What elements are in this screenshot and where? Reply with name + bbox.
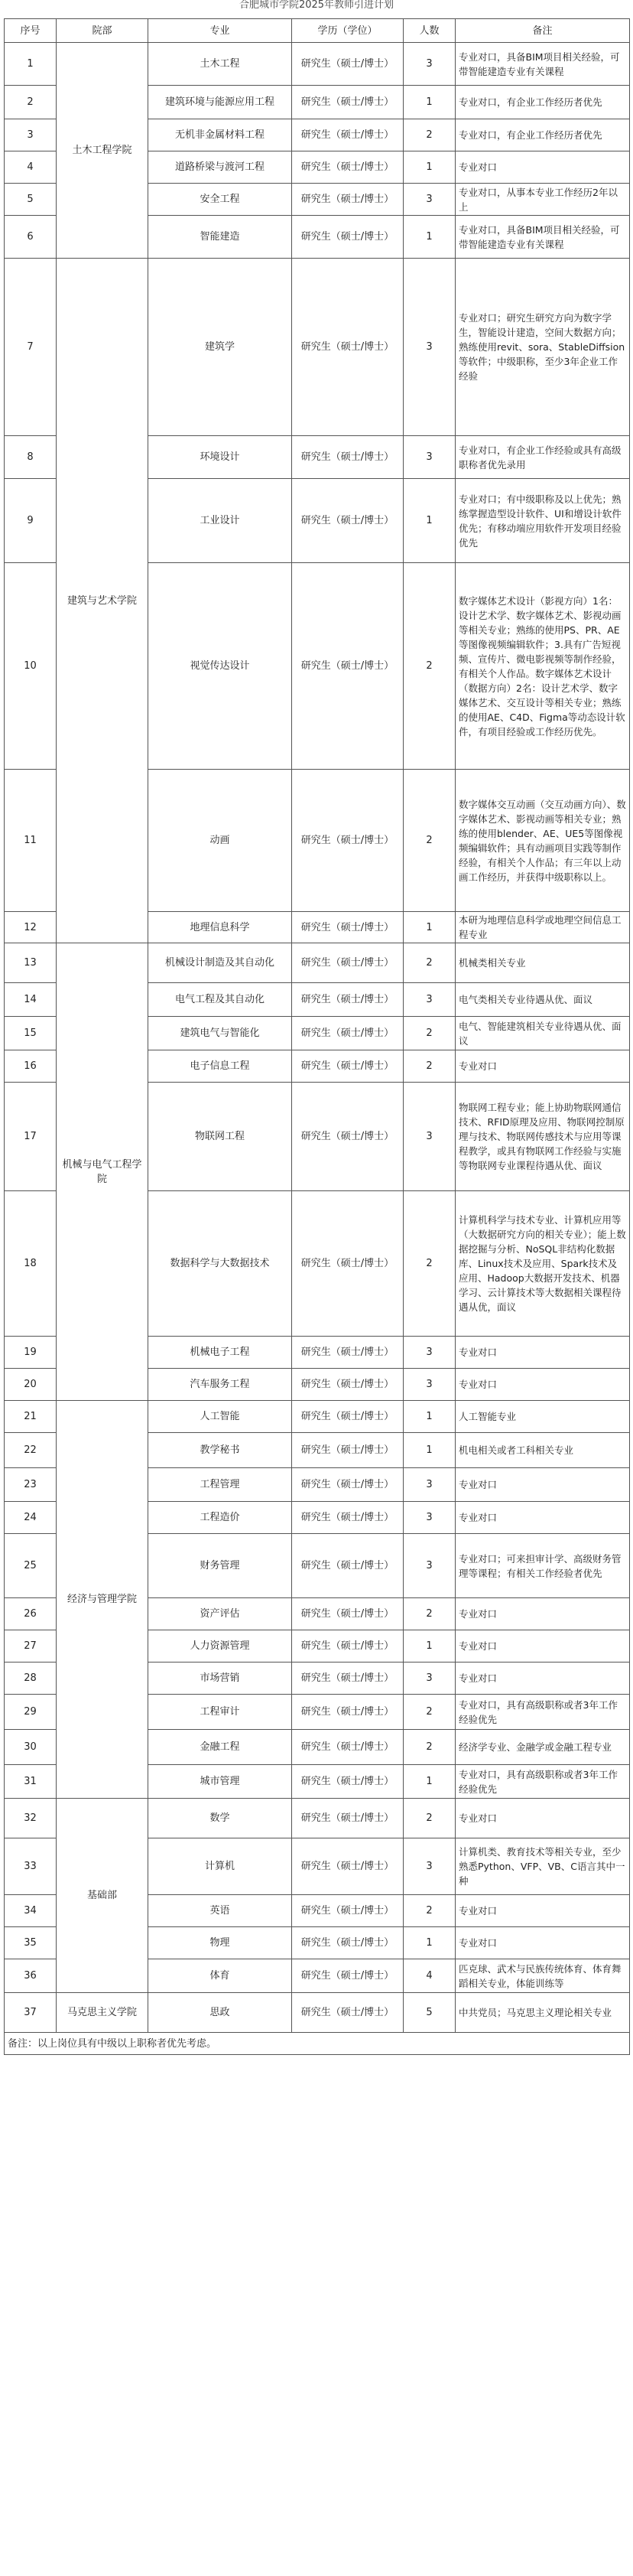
major-cell: 物理 [148,1927,292,1959]
major-cell: 地理信息科学 [148,912,292,943]
major-cell: 人工智能 [148,1401,292,1433]
count-cell: 3 [404,1468,456,1502]
degree-cell: 研究生（硕士/博士） [292,119,404,151]
count-cell: 5 [404,1993,456,2033]
degree-cell: 研究生（硕士/博士） [292,1695,404,1730]
count-cell: 1 [404,479,456,563]
note-cell: 专业对口，从事本专业工作经历2年以上 [456,184,630,216]
table-header-row [5,19,630,43]
row-number: 6 [5,216,57,259]
note-cell: 经济学专业、金融学或金融工程专业 [456,1730,630,1765]
major-cell: 财务管理 [148,1534,292,1598]
note-cell: 计算机类、教育技术等相关专业，至少熟悉Python、VFP、VB、C语言其中一种 [456,1838,630,1895]
department-cell: 经济与管理学院 [57,1401,148,1799]
note-cell: 机电相关或者工科相关专业 [456,1433,630,1468]
note-cell: 中共党员；马克思主义理论相关专业 [456,1993,630,2033]
row-number: 13 [5,943,57,983]
count-cell: 2 [404,1050,456,1083]
header-major: 专业 [148,19,292,43]
degree-cell: 研究生（硕士/博士） [292,479,404,563]
row-number: 15 [5,1017,57,1050]
degree-cell: 研究生（硕士/博士） [292,1959,404,1993]
row-number: 18 [5,1191,57,1337]
count-cell: 3 [404,983,456,1017]
major-cell: 机械设计制造及其自动化 [148,943,292,983]
major-cell: 人力资源管理 [148,1630,292,1663]
row-number: 7 [5,259,57,436]
major-cell: 汽车服务工程 [148,1369,292,1401]
note-cell: 专业对口 [456,1927,630,1959]
count-cell: 3 [404,1534,456,1598]
note-cell: 专业对口 [456,151,630,184]
degree-cell: 研究生（硕士/博士） [292,770,404,912]
row-number: 14 [5,983,57,1017]
count-cell: 3 [404,1502,456,1534]
degree-cell: 研究生（硕士/博士） [292,1534,404,1598]
note-cell: 人工智能专业 [456,1401,630,1433]
note-cell: 专业对口 [456,1468,630,1502]
major-cell: 工程造价 [148,1502,292,1534]
row-number: 30 [5,1730,57,1765]
row-number: 20 [5,1369,57,1401]
row-number: 32 [5,1799,57,1838]
row-number: 1 [5,43,57,86]
row-number: 25 [5,1534,57,1598]
major-cell: 道路桥梁与渡河工程 [148,151,292,184]
count-cell: 2 [404,770,456,912]
note-cell: 专业对口，具备BIM项目相关经验，可带智能建造专业有关课程 [456,216,630,259]
degree-cell: 研究生（硕士/博士） [292,983,404,1017]
degree-cell: 研究生（硕士/博士） [292,943,404,983]
row-number: 9 [5,479,57,563]
table-row [5,1993,630,2033]
degree-cell: 研究生（硕士/博士） [292,1730,404,1765]
major-cell: 视觉传达设计 [148,563,292,770]
note-cell: 专业对口 [456,1369,630,1401]
major-cell: 物联网工程 [148,1083,292,1191]
major-cell: 工业设计 [148,479,292,563]
degree-cell: 研究生（硕士/博士） [292,184,404,216]
major-cell: 无机非金属材料工程 [148,119,292,151]
note-cell: 专业对口 [456,1337,630,1369]
count-cell: 1 [404,1765,456,1799]
major-cell: 数据科学与大数据技术 [148,1191,292,1337]
row-number: 31 [5,1765,57,1799]
major-cell: 建筑电气与智能化 [148,1017,292,1050]
major-cell: 英语 [148,1895,292,1927]
note-cell: 物联网工程专业；能上协助物联网通信技术、RFID原理及应用、物联网控制原理与技术、物联网传感技术与应用等课程教学，或具有物联网工作经验与实施等物联网专业课程待遇从优、面议 [456,1083,630,1191]
count-cell: 2 [404,1895,456,1927]
note-cell: 专业对口，有企业工作经历者优先 [456,86,630,119]
row-number: 23 [5,1468,57,1502]
degree-cell: 研究生（硕士/博士） [292,1927,404,1959]
row-number: 27 [5,1630,57,1663]
note-cell: 专业对口 [456,1663,630,1695]
degree-cell: 研究生（硕士/博士） [292,259,404,436]
page-title: 合肥城市学院2025年教师引进计划 [239,0,394,11]
major-cell: 金融工程 [148,1730,292,1765]
count-cell: 3 [404,1838,456,1895]
major-cell: 市场营销 [148,1663,292,1695]
row-number: 29 [5,1695,57,1730]
degree-cell: 研究生（硕士/博士） [292,1337,404,1369]
note-cell: 计算机科学与技术专业、计算机应用等（大数据研究方向的相关专业）；能上数据挖掘与分析、NoSQL非结构化数据库、Linux技术及应用、Spark技术及应用、Hadoop大数据开发技术、机器学习、云计算技术等大数据相关课程待遇从优，面议 [456,1191,630,1337]
major-cell: 机械电子工程 [148,1337,292,1369]
row-number: 10 [5,563,57,770]
header-no: 序号 [5,19,57,43]
row-number: 33 [5,1838,57,1895]
degree-cell: 研究生（硕士/博士） [292,1663,404,1695]
degree-cell: 研究生（硕士/博士） [292,1598,404,1630]
note-cell: 匹克球、武术与民族传统体育、体育舞蹈相关专业，体能训练等 [456,1959,630,1993]
major-cell: 环境设计 [148,436,292,479]
count-cell: 3 [404,1663,456,1695]
footer-note: 备注：以上岗位具有中级以上职称者优先考虑。 [5,2033,630,2055]
major-cell: 土木工程 [148,43,292,86]
note-cell: 数字媒体艺术设计（影视方向）1名：设计艺术学、数字媒体艺术、影视动画等相关专业；熟练的使用PS、PR、AE等图像视频编辑软件；3.具有广告短视频、宣传片、微电影视频等制作经验，有相关个人作品。数字媒体艺术设计（数据方向）2名：设计艺术学、数字媒体艺术、交互设计等相关专业；熟练的使用AE、C4D、Figma等动态设计软件，有项目经验或工作经历优先。 [456,563,630,770]
row-number: 28 [5,1663,57,1695]
note-cell: 本研为地理信息科学或地理空间信息工程专业 [456,912,630,943]
count-cell: 3 [404,436,456,479]
degree-cell: 研究生（硕士/博士） [292,1502,404,1534]
note-cell: 专业对口，具备BIM项目相关经验，可带智能建造专业有关课程 [456,43,630,86]
major-cell: 建筑环境与能源应用工程 [148,86,292,119]
note-cell: 专业对口；研究生研究方向为数字学生，智能设计建造，空间大数据方向；熟练使用revit、sora、StableDiffsion等软件；中级职称，至少3年企业工作经验 [456,259,630,436]
header-note: 备注 [456,19,630,43]
count-cell: 2 [404,1730,456,1765]
degree-cell: 研究生（硕士/博士） [292,1083,404,1191]
count-cell: 1 [404,151,456,184]
count-cell: 4 [404,1959,456,1993]
degree-cell: 研究生（硕士/博士） [292,1765,404,1799]
degree-cell: 研究生（硕士/博士） [292,912,404,943]
major-cell: 数学 [148,1799,292,1838]
degree-cell: 研究生（硕士/博士） [292,1630,404,1663]
count-cell: 1 [404,1927,456,1959]
row-number: 12 [5,912,57,943]
row-number: 21 [5,1401,57,1433]
note-cell: 专业对口，有企业工作经历者优先 [456,119,630,151]
row-number: 34 [5,1895,57,1927]
note-cell: 专业对口 [456,1502,630,1534]
degree-cell: 研究生（硕士/博士） [292,563,404,770]
note-cell: 专业对口 [456,1598,630,1630]
degree-cell: 研究生（硕士/博士） [292,151,404,184]
major-cell: 电子信息工程 [148,1050,292,1083]
row-number: 11 [5,770,57,912]
note-cell: 数字媒体交互动画（交互动画方向）、数字媒体艺术、影视动画等相关专业；熟练的使用blender、AE、UE5等图像视频编辑软件；具有动画项目实践等制作经验，有相关个人作品；有三年以上动画工作经历，并获得中级职称以上。 [456,770,630,912]
count-cell: 2 [404,1191,456,1337]
degree-cell: 研究生（硕士/博士） [292,1468,404,1502]
major-cell: 建筑学 [148,259,292,436]
row-number: 3 [5,119,57,151]
row-number: 5 [5,184,57,216]
degree-cell: 研究生（硕士/博士） [292,1050,404,1083]
department-cell: 马克思主义学院 [57,1993,148,2033]
degree-cell: 研究生（硕士/博士） [292,1401,404,1433]
count-cell: 1 [404,1401,456,1433]
major-cell: 城市管理 [148,1765,292,1799]
note-cell: 专业对口；有中级职称及以上优先；熟练掌握造型设计软件、UI和增设计软件优先；有移动端应用软件开发项目经验优先 [456,479,630,563]
major-cell: 工程管理 [148,1468,292,1502]
degree-cell: 研究生（硕士/博士） [292,216,404,259]
department-cell: 建筑与艺术学院 [57,259,148,943]
degree-cell: 研究生（硕士/博士） [292,43,404,86]
major-cell: 计算机 [148,1838,292,1895]
degree-cell: 研究生（硕士/博士） [292,1369,404,1401]
count-cell: 2 [404,119,456,151]
header-count: 人数 [404,19,456,43]
count-cell: 2 [404,1799,456,1838]
note-cell: 专业对口；可来担审计学、高级财务管理等课程；有相关工作经验者优先 [456,1534,630,1598]
note-cell: 机械类相关专业 [456,943,630,983]
row-number: 2 [5,86,57,119]
table-row [5,1401,630,1433]
count-cell: 2 [404,1695,456,1730]
row-number: 22 [5,1433,57,1468]
count-cell: 2 [404,563,456,770]
major-cell: 安全工程 [148,184,292,216]
row-number: 17 [5,1083,57,1191]
row-number: 4 [5,151,57,184]
count-cell: 2 [404,1598,456,1630]
note-cell: 专业对口，具有高级职称或者3年工作经验优先 [456,1695,630,1730]
row-number: 36 [5,1959,57,1993]
note-cell: 专业对口 [456,1050,630,1083]
table-row [5,259,630,436]
count-cell: 1 [404,912,456,943]
major-cell: 教学秘书 [148,1433,292,1468]
row-number: 26 [5,1598,57,1630]
row-number: 37 [5,1993,57,2033]
degree-cell: 研究生（硕士/博士） [292,1799,404,1838]
department-cell: 机械与电气工程学院 [57,943,148,1401]
count-cell: 1 [404,1433,456,1468]
count-cell: 3 [404,1083,456,1191]
major-cell: 资产评估 [148,1598,292,1630]
count-cell: 2 [404,1017,456,1050]
count-cell: 3 [404,1369,456,1401]
header-department: 院部 [57,19,148,43]
row-number: 16 [5,1050,57,1083]
degree-cell: 研究生（硕士/博士） [292,1993,404,2033]
table-row [5,943,630,983]
degree-cell: 研究生（硕士/博士） [292,1895,404,1927]
degree-cell: 研究生（硕士/博士） [292,1838,404,1895]
count-cell: 1 [404,1630,456,1663]
department-cell: 基础部 [57,1799,148,1993]
count-cell: 3 [404,1337,456,1369]
degree-cell: 研究生（硕士/博士） [292,1017,404,1050]
department-cell: 土木工程学院 [57,43,148,259]
degree-cell: 研究生（硕士/博士） [292,1191,404,1337]
table-row [5,1799,630,1838]
count-cell: 2 [404,943,456,983]
major-cell: 体育 [148,1959,292,1993]
note-cell: 专业对口，具有高级职称或者3年工作经验优先 [456,1765,630,1799]
major-cell: 思政 [148,1993,292,2033]
note-cell: 电气类相关专业待遇从优、面议 [456,983,630,1017]
degree-cell: 研究生（硕士/博士） [292,1433,404,1468]
degree-cell: 研究生（硕士/博士） [292,436,404,479]
note-cell: 专业对口 [456,1630,630,1663]
note-cell: 专业对口 [456,1895,630,1927]
note-cell: 专业对口 [456,1799,630,1838]
recruitment-table [4,18,630,2055]
row-number: 24 [5,1502,57,1534]
major-cell: 电气工程及其自动化 [148,983,292,1017]
header-degree: 学历（学位） [292,19,404,43]
table-row [5,43,630,86]
major-cell: 动画 [148,770,292,912]
row-number: 19 [5,1337,57,1369]
count-cell: 3 [404,259,456,436]
degree-cell: 研究生（硕士/博士） [292,86,404,119]
major-cell: 智能建造 [148,216,292,259]
major-cell: 工程审计 [148,1695,292,1730]
row-number: 35 [5,1927,57,1959]
note-cell: 专业对口，有企业工作经验或具有高级职称者优先录用 [456,436,630,479]
count-cell: 1 [404,86,456,119]
count-cell: 3 [404,43,456,86]
count-cell: 1 [404,216,456,259]
row-number: 8 [5,436,57,479]
note-cell: 电气、智能建筑相关专业待遇从优、面议 [456,1017,630,1050]
count-cell: 3 [404,184,456,216]
